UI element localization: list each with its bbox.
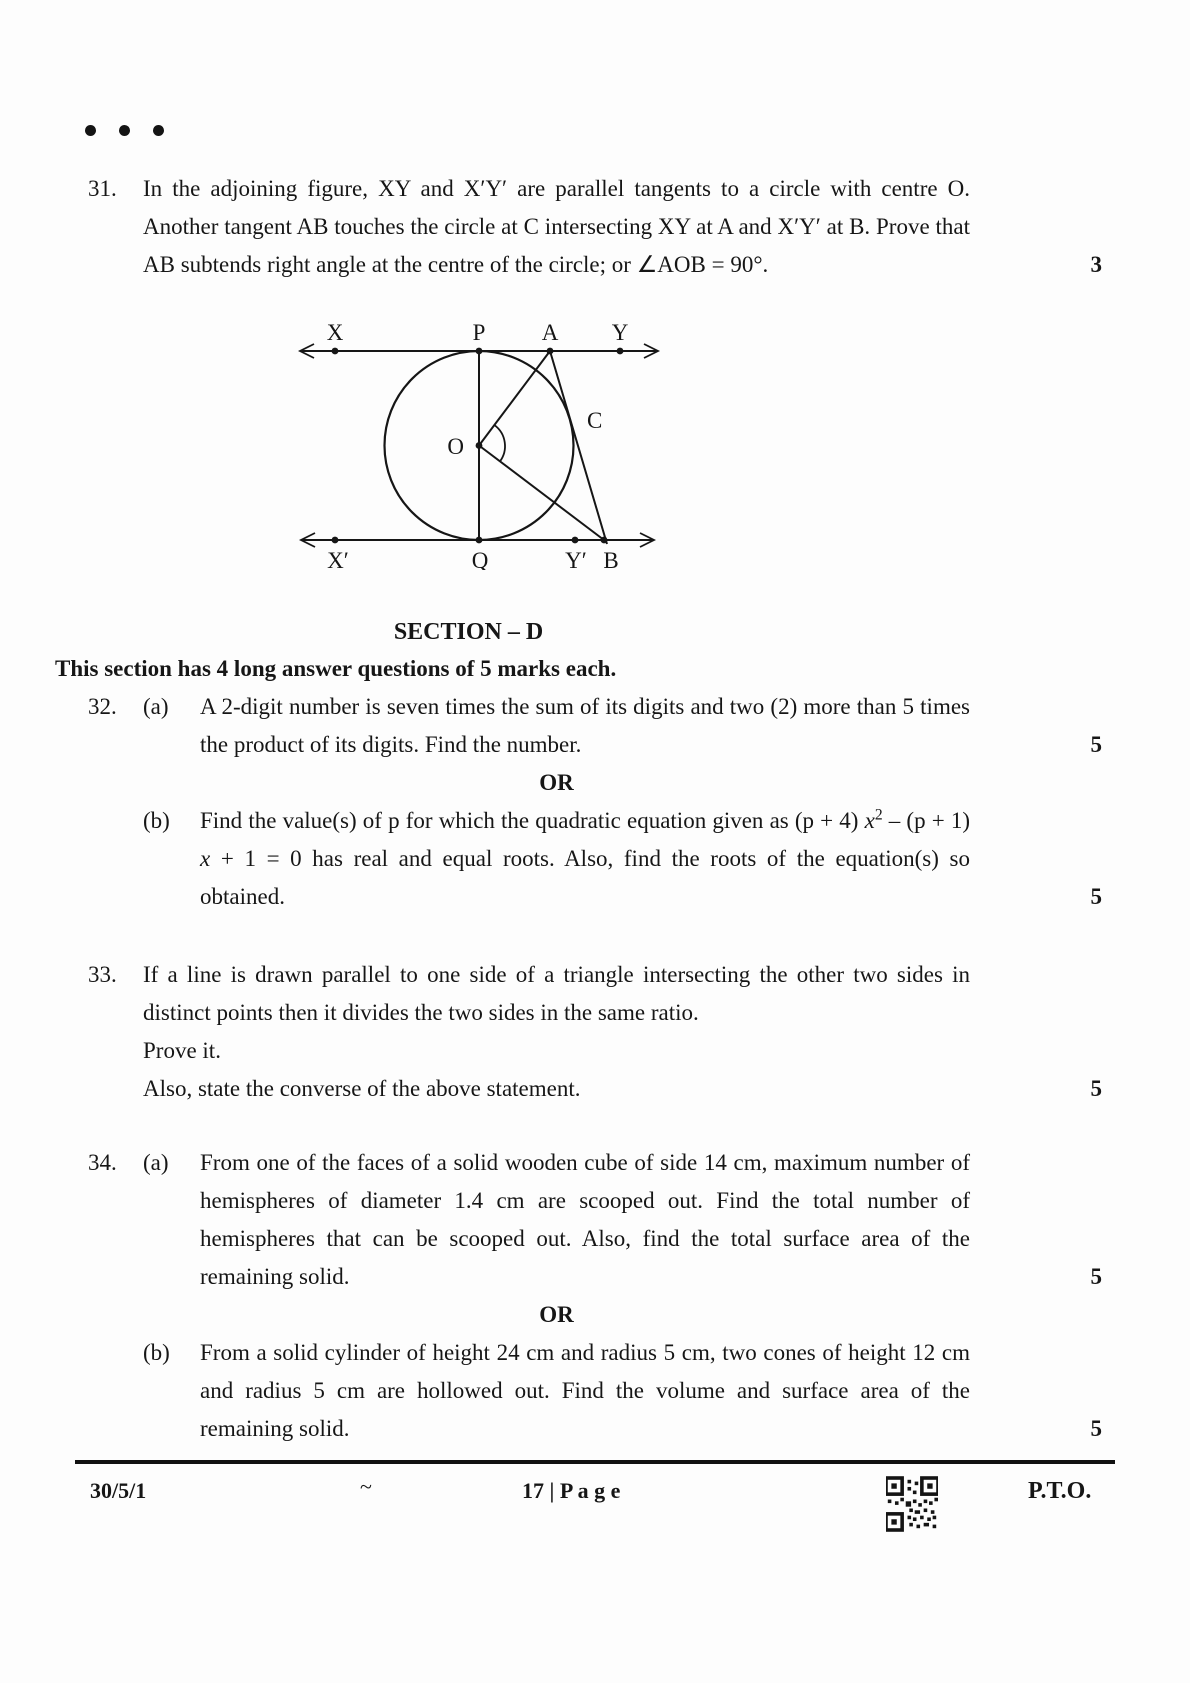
label-b: B — [603, 548, 619, 570]
bullet-dot — [119, 125, 130, 136]
part-label: (b) — [143, 1340, 170, 1365]
marks-value: 5 — [1090, 1076, 1102, 1101]
label-y: Y — [611, 320, 629, 345]
geometry-figure — [267, 298, 667, 570]
page-number: 17 | P a g e — [522, 1478, 621, 1503]
point-xp — [332, 537, 339, 544]
question-text — [200, 802, 970, 916]
part-label: (a) — [143, 694, 169, 719]
section-subtitle: This section has 4 long answer questions of 5 marks each. — [55, 656, 617, 681]
math-exponent: 2 — [874, 806, 883, 824]
marks-value: 5 — [1090, 1416, 1102, 1441]
math-variable: x — [200, 846, 211, 871]
label-yp: Y′ — [565, 548, 587, 570]
or-divider: OR — [539, 1302, 574, 1327]
tangent-ab — [550, 351, 607, 544]
question-32a — [143, 688, 1102, 764]
question-text: If a line is drawn parallel to one side of a triangle intersecting the other two sides in distinct points then it divides the two sides in the same ratio. — [143, 962, 970, 1025]
question-31 — [88, 170, 1102, 284]
text-segment: – (p + 1) — [882, 808, 971, 833]
label-o: O — [447, 434, 464, 459]
bullet-dot — [85, 125, 96, 136]
point-q — [476, 537, 483, 544]
question-34 — [88, 1144, 1102, 1448]
point-yp — [572, 537, 579, 544]
bullet-dot — [153, 125, 164, 136]
marks-value: 3 — [1090, 252, 1102, 277]
math-variable: x — [864, 808, 875, 833]
question-34b — [143, 1334, 1102, 1448]
label-x: X — [326, 320, 344, 345]
qr-code — [886, 1476, 938, 1532]
header-bullets — [85, 0, 1190, 134]
point-x — [332, 348, 339, 355]
label-xp: X′ — [327, 548, 349, 570]
question-34a — [143, 1144, 1102, 1296]
pto-label: P.T.O. — [1028, 1478, 1092, 1504]
point-a — [547, 348, 554, 355]
label-p: P — [472, 320, 486, 345]
question-number: 34. — [88, 1150, 117, 1175]
marks-value: 5 — [1090, 1264, 1102, 1289]
point-p — [476, 348, 483, 355]
question-text: In the adjoining figure, XY and X′Y′ are parallel tangents to a circle with centre O. Another tangent AB touches the circle at C intersecting XY at A and X′Y′ at B. Prove that AB subtends right angle at the centre of the circle; or ∠AOB = 90°. — [143, 176, 970, 277]
label-c: C — [587, 408, 603, 433]
point-y — [617, 348, 624, 355]
question-33 — [88, 956, 1102, 1108]
question-32 — [88, 688, 1102, 916]
section-heading: SECTION – D — [393, 619, 544, 645]
part-label: (a) — [143, 1150, 169, 1175]
point-o — [476, 442, 483, 449]
question-text: Prove it. — [143, 1038, 221, 1063]
segment-oa — [479, 351, 550, 446]
question-number: 33. — [88, 962, 117, 987]
text-segment: Find the value(s) of p for which the quadratic equation given as (p + 4) — [200, 808, 865, 833]
label-q: Q — [471, 548, 489, 570]
point-b — [601, 537, 608, 544]
question-text: A 2-digit number is seven times the sum of its digits and two (2) more than 5 times the product of its digits. Find the number. — [200, 694, 970, 757]
paper-code: 30/5/1 — [90, 1478, 147, 1503]
part-label: (b) — [143, 808, 170, 833]
question-text: From one of the faces of a solid wooden cube of side 14 cm, maximum number of hemispheres of diameter 1.4 cm are scooped out. Find the total number of hemispheres that can be scooped out. Also, find the total surface area of the remaining solid. — [200, 1150, 970, 1289]
question-32b — [143, 802, 1102, 916]
question-number: 31. — [88, 176, 117, 201]
label-a: A — [541, 320, 559, 345]
marks-value: 5 — [1090, 884, 1102, 909]
tilde-mark: ~ — [360, 1474, 372, 1499]
question-number: 32. — [88, 694, 117, 719]
tangent-circle-diagram — [267, 298, 667, 570]
angle-arc — [495, 425, 505, 461]
segment-ob — [479, 446, 604, 541]
question-text: From a solid cylinder of height 24 cm and radius 5 cm, two cones of height 12 cm and radius 5 cm are hollowed out. Find the volume and surface area of the remaining solid. — [200, 1340, 970, 1441]
question-text: Also, state the converse of the above statement. — [143, 1076, 581, 1101]
marks-value: 5 — [1090, 732, 1102, 757]
or-divider: OR — [539, 770, 574, 795]
page-footer — [0, 1464, 1190, 1584]
text-segment: + 1 = 0 has real and equal roots. Also, find the roots of the equation(s) so obtained. — [200, 846, 970, 909]
